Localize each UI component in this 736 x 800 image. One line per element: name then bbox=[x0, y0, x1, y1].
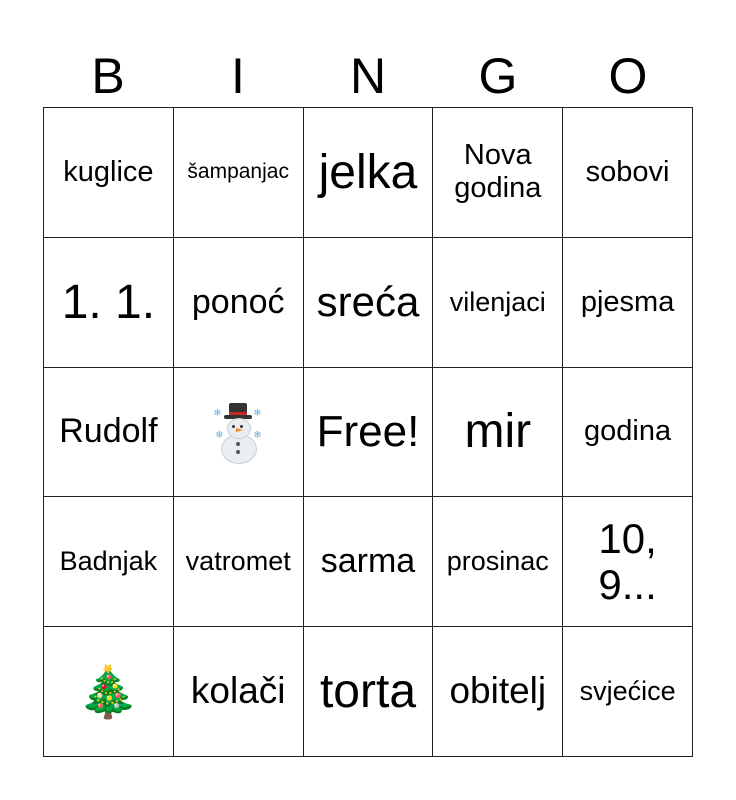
cell-label: torta bbox=[319, 665, 417, 718]
cell-label: vatromet bbox=[185, 546, 291, 577]
bingo-card-grid bbox=[43, 107, 693, 757]
bingo-cell[interactable] bbox=[44, 627, 174, 757]
bingo-cell[interactable] bbox=[174, 368, 304, 498]
bingo-cell[interactable] bbox=[304, 497, 434, 627]
bingo-cell[interactable] bbox=[174, 497, 304, 627]
bingo-cell[interactable] bbox=[44, 238, 174, 368]
bingo-free-cell[interactable] bbox=[304, 368, 434, 498]
header-letter-b: B bbox=[91, 48, 125, 104]
bingo-cell[interactable] bbox=[304, 627, 434, 757]
cell-label: pjesma bbox=[580, 285, 675, 318]
header-letter-i: I bbox=[231, 48, 245, 104]
cell-label: mir bbox=[464, 405, 532, 459]
bingo-cell[interactable] bbox=[44, 108, 174, 238]
cell-label: obitelj bbox=[449, 670, 547, 712]
header-letter-g: G bbox=[478, 48, 518, 104]
cell-label: prosinac bbox=[446, 546, 549, 577]
cell-label: vilenjaci bbox=[449, 286, 546, 317]
cell-label: Free! bbox=[316, 406, 420, 456]
christmas-tree-icon: 🎄 bbox=[77, 663, 140, 720]
bingo-cell[interactable] bbox=[433, 497, 563, 627]
bingo-cell[interactable] bbox=[433, 238, 563, 368]
bingo-cell[interactable] bbox=[174, 238, 304, 368]
bingo-cell[interactable] bbox=[563, 368, 693, 498]
cell-label: Badnjak bbox=[59, 546, 158, 577]
cell-label: 10, 9... bbox=[598, 514, 657, 608]
cell-label: Rudolf bbox=[59, 412, 158, 451]
bingo-cell[interactable] bbox=[563, 497, 693, 627]
bingo-cell[interactable] bbox=[433, 108, 563, 238]
cell-label: kuglice bbox=[63, 155, 154, 188]
cell-label: ponoć bbox=[191, 282, 285, 321]
cell-label: 1. 1. bbox=[61, 275, 156, 329]
cell-label: godina bbox=[584, 415, 672, 448]
cell-label: jelka bbox=[318, 145, 418, 199]
bingo-cell[interactable] bbox=[563, 627, 693, 757]
bingo-cell[interactable] bbox=[304, 108, 434, 238]
bingo-cell[interactable] bbox=[563, 108, 693, 238]
cell-label: sreća bbox=[316, 278, 420, 326]
bingo-cell[interactable] bbox=[44, 368, 174, 498]
bingo-cell[interactable] bbox=[433, 627, 563, 757]
header-letter-n: N bbox=[349, 48, 387, 104]
cell-label: sarma bbox=[320, 542, 416, 581]
cell-label: šampanjac bbox=[187, 160, 289, 184]
cell-label: kolači bbox=[190, 670, 286, 712]
bingo-cell[interactable] bbox=[563, 238, 693, 368]
bingo-header bbox=[43, 46, 693, 106]
cell-label: Nova godina bbox=[454, 139, 542, 205]
header-letter-o: O bbox=[608, 48, 648, 104]
cell-label: svjećice bbox=[579, 676, 676, 707]
bingo-cell[interactable] bbox=[433, 368, 563, 498]
bingo-cell[interactable] bbox=[44, 497, 174, 627]
bingo-cell[interactable] bbox=[304, 238, 434, 368]
cell-label: sobovi bbox=[585, 155, 670, 188]
bingo-cell[interactable] bbox=[174, 627, 304, 757]
snowman-icon: ❄ ❄ ❄ ❄ bbox=[213, 401, 263, 463]
bingo-cell[interactable] bbox=[174, 108, 304, 238]
